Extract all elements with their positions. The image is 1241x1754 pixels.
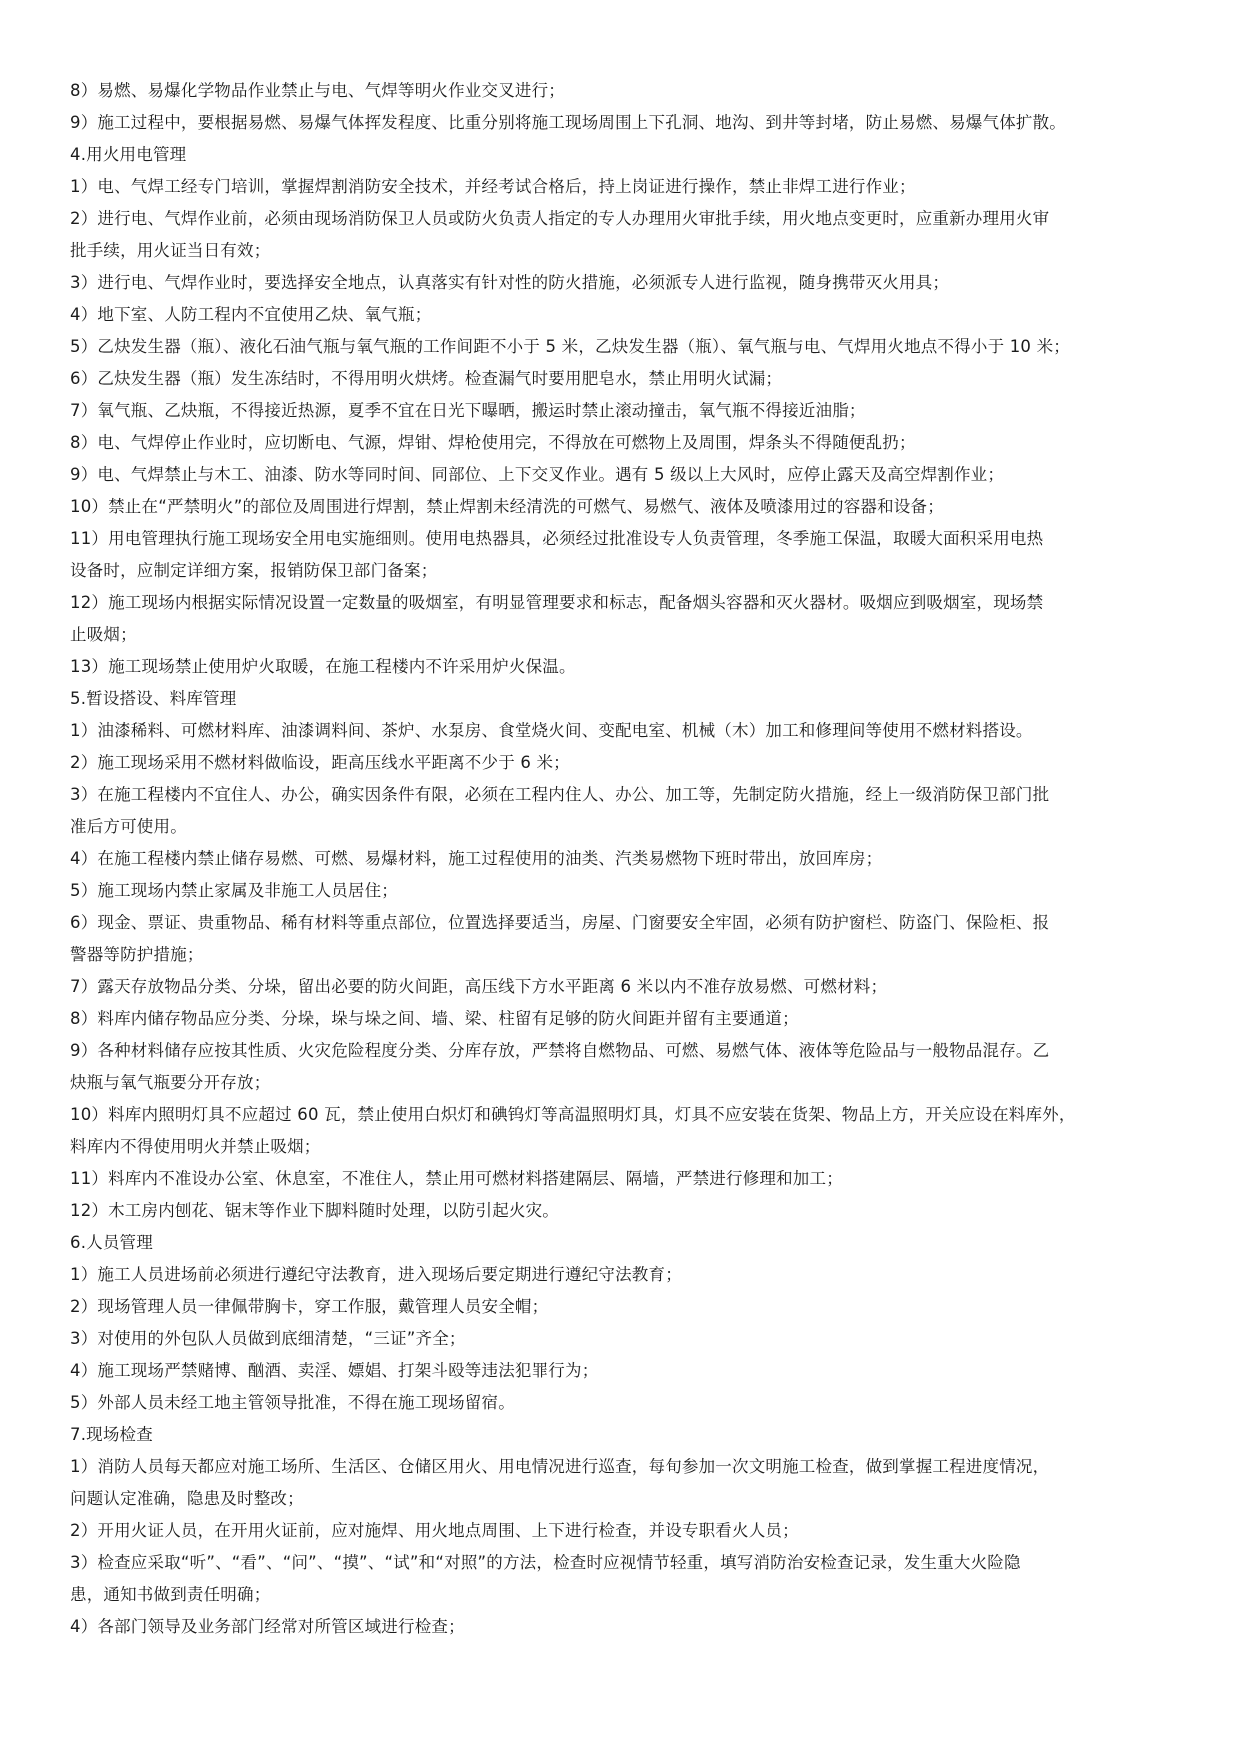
text-line: 10）禁止在“严禁明火”的部位及周围进行焊割，禁止焊割未经清洗的可燃气、易燃气、液体及喷漆用过的容器和设备； [70, 497, 944, 516]
text-line: 4）施工现场严禁赌博、酗酒、卖淫、嫖娼、打架斗殴等违法犯罪行为； [70, 1361, 599, 1380]
text-line: 1）施工人员进场前必须进行遵纪守法教育，进入现场后要定期进行遵纪守法教育； [70, 1265, 682, 1284]
text-line: 准后方可使用。 [70, 817, 187, 836]
text-line: 2）开用火证人员，在开用火证前，应对施焊、用火地点周围、上下进行检查，并设专职看火人员； [70, 1521, 799, 1540]
text-line: 12）施工现场内根据实际情况设置一定数量的吸烟室，有明显管理要求和标志，配备烟头容器和灭火器材。吸烟应到吸烟室，现场禁 [70, 593, 1044, 612]
text-line: 设备时，应制定详细方案，报销防保卫部门备案； [70, 561, 438, 580]
text-line: 1）油漆稀料、可燃材料库、油漆调料间、茶炉、水泵房、食堂烧火间、变配电室、机械（木）加工和修理间等使用不燃材料搭设。 [70, 721, 1033, 740]
section-heading: 7.现场检查 [70, 1425, 153, 1444]
text-line: 5）乙炔发生器（瓶）、液化石油气瓶与氧气瓶的工作间距不小于 5 米，乙炔发生器（瓶）、氧气瓶与电、气焊用火地点不得小于 10 米； [70, 337, 1070, 356]
text-line: 8）易燃、易爆化学物品作业禁止与电、气焊等明火作业交叉进行； [70, 81, 565, 100]
text-line: 3）检查应采取“听”、“看”、“问”、“摸”、“试”和“对照”的方法，检查时应视情节轻重，填写消防治安检查记录，发生重大火险隐 [70, 1553, 1021, 1572]
text-line: 8）料库内储存物品应分类、分垛，垛与垛之间、墙、梁、柱留有足够的防火间距并留有主要通道； [70, 1009, 799, 1028]
document-page [70, 75, 1173, 1643]
text-line: 止吸烟； [70, 625, 137, 644]
text-line: 11）用电管理执行施工现场安全用电实施细则。使用电热器具，必须经过批准设专人负责管理，冬季施工保温，取暖大面积采用电热 [70, 529, 1044, 548]
text-line: 警器等防护措施； [70, 945, 204, 964]
text-line: 1）电、气焊工经专门培训，掌握焊割消防安全技术，并经考试合格后，持上岗证进行操作，禁止非焊工进行作业； [70, 177, 916, 196]
text-line: 3）进行电、气焊作业时，要选择安全地点，认真落实有针对性的防火措施，必须派专人进行监视，随身携带灭火用具； [70, 273, 950, 292]
text-line: 4）在施工程楼内禁止储存易燃、可燃、易爆材料，施工过程使用的油类、汽类易燃物下班时带出，放回库房； [70, 849, 883, 868]
text-line: 批手续，用火证当日有效； [70, 241, 271, 260]
section-heading: 5.暂设搭设、料库管理 [70, 689, 237, 708]
text-line: 12）木工房内刨花、锯末等作业下脚料随时处理，以防引起火灾。 [70, 1201, 559, 1220]
text-line: 4）各部门领导及业务部门经常对所管区域进行检查； [70, 1617, 465, 1636]
text-line: 8）电、气焊停止作业时，应切断电、气源，焊钳、焊枪使用完，不得放在可燃物上及周围，焊条头不得随便乱扔； [70, 433, 916, 452]
text-line: 5）施工现场内禁止家属及非施工人员居住； [70, 881, 398, 900]
text-line: 料库内不得使用明火并禁止吸烟； [70, 1137, 321, 1156]
text-line: 9）施工过程中，要根据易燃、易爆气体挥发程度、比重分别将施工现场周围上下孔洞、地沟、到井等封堵，防止易燃、易爆气体扩散。 [70, 113, 1066, 132]
section-heading: 4.用火用电管理 [70, 145, 187, 164]
text-line: 5）外部人员未经工地主管领导批准，不得在施工现场留宿。 [70, 1393, 515, 1412]
text-line: 9）各种材料储存应按其性质、火灾危险程度分类、分库存放，严禁将自燃物品、可燃、易燃气体、液体等危险品与一般物品混存。乙 [70, 1041, 1050, 1060]
text-line: 6）乙炔发生器（瓶）发生冻结时，不得用明火烘烤。检查漏气时要用肥皂水，禁止用明火试漏； [70, 369, 783, 388]
text-line: 炔瓶与氧气瓶要分开存放； [70, 1073, 271, 1092]
text-line: 11）料库内不准设办公室、休息室，不准住人，禁止用可燃材料搭建隔层、隔墙，严禁进行修理和加工； [70, 1169, 843, 1188]
text-line: 1）消防人员每天都应对施工场所、生活区、仓储区用火、用电情况进行巡查，每旬参加一次文明施工检查，做到掌握工程进度情况， [70, 1457, 1050, 1476]
text-line: 10）料库内照明灯具不应超过 60 瓦，禁止使用白炽灯和碘钨灯等高温照明灯具，灯具不应安装在货架、物品上方，开关应设在料库外， [70, 1105, 1076, 1124]
text-line: 9）电、气焊禁止与木工、油漆、防水等同时间、同部位、上下交叉作业。遇有 5 级以上大风时，应停止露天及高空焊割作业； [70, 465, 1005, 484]
text-line: 2）现场管理人员一律佩带胸卡，穿工作服，戴管理人员安全帽； [70, 1297, 549, 1316]
text-line: 问题认定准确，隐患及时整改； [70, 1489, 304, 1508]
section-heading: 6.人员管理 [70, 1233, 153, 1252]
text-line: 3）在施工程楼内不宜住人、办公，确实因条件有限，必须在工程内住人、办公、加工等，先制定防火措施，经上一级消防保卫部门批 [70, 785, 1050, 804]
text-line: 13）施工现场禁止使用炉火取暖，在施工程楼内不许采用炉火保温。 [70, 657, 576, 676]
text-line: 6）现金、票证、贵重物品、稀有材料等重点部位，位置选择要适当，房屋、门窗要安全牢固，必须有防护窗栏、防盗门、保险柜、报 [70, 913, 1050, 932]
text-line: 2）进行电、气焊作业前，必须由现场消防保卫人员或防火负责人指定的专人办理用火审批手续，用火地点变更时，应重新办理用火审 [70, 209, 1050, 228]
text-line: 2）施工现场采用不燃材料做临设，距高压线水平距离不少于 6 米； [70, 753, 570, 772]
text-line: 7）露天存放物品分类、分垛，留出必要的防火间距，高压线下方水平距离 6 米以内不准存放易燃、可燃材料； [70, 977, 888, 996]
text-line: 3）对使用的外包队人员做到底细清楚，“三证”齐全； [70, 1329, 466, 1348]
text-line: 7）氧气瓶、乙炔瓶，不得接近热源，夏季不宜在日光下曝晒，搬运时禁止滚动撞击，氧气瓶不得接近油脂； [70, 401, 866, 420]
text-line: 4）地下室、人防工程内不宜使用乙炔、氧气瓶； [70, 305, 432, 324]
text-line: 患，通知书做到责任明确； [70, 1585, 271, 1604]
